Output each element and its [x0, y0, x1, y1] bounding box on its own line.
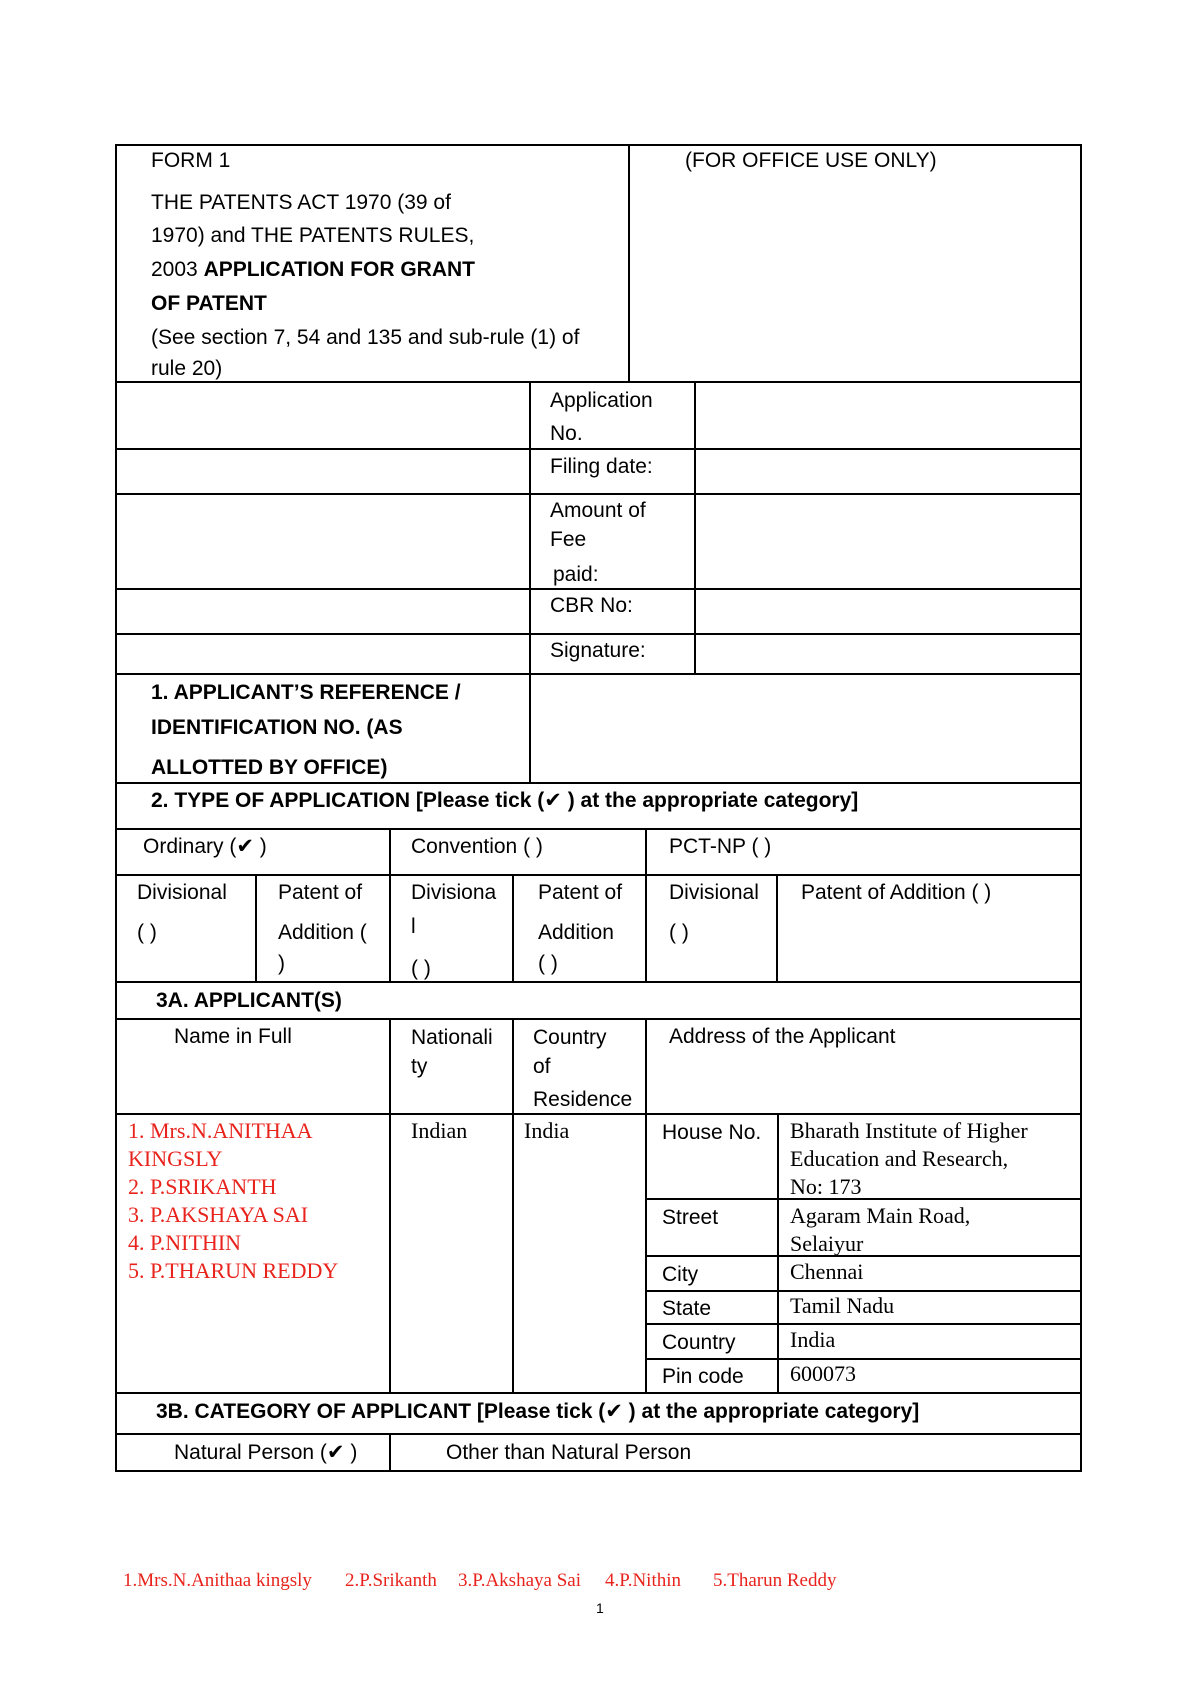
pct-patent-of-addition: Patent of Addition ( ) — [801, 881, 992, 904]
act-title-line-2: 1970) and THE PATENTS RULES, — [151, 224, 475, 247]
ordinary-patent-of-addition-3: ) — [278, 952, 285, 975]
country-label: Country — [662, 1331, 736, 1354]
street-value: Agaram Main Road, Selaiyur — [790, 1203, 971, 1256]
convention-option: Convention ( ) — [411, 835, 543, 858]
applicant-name: 1. Mrs.N.ANITHAA KINGSLY — [128, 1118, 313, 1171]
ordinary-patent-of-addition: Patent of — [278, 881, 363, 904]
amount-fee-label-3: paid: — [553, 563, 599, 586]
form-number: FORM 1 — [151, 149, 231, 172]
state-label: State — [662, 1297, 712, 1320]
nationality-header-2: ty — [411, 1055, 428, 1078]
application-no-label: Application No. — [550, 389, 653, 445]
footer-name: 5.Tharun Reddy — [713, 1570, 837, 1591]
house-no-value: Bharath Institute of Higher Education and Research, No: 173 — [790, 1118, 1028, 1199]
country-header-1: Country — [533, 1026, 607, 1049]
street-label: Street — [662, 1206, 719, 1229]
country-of-residence-value: India — [524, 1118, 570, 1143]
convention-patent-of-addition-tick: ( ) — [538, 952, 558, 975]
section-reference-line-1: (See section 7, 54 and 135 and sub-rule (1) of — [151, 326, 580, 349]
name-in-full-header: Name in Full — [174, 1025, 292, 1048]
country-header-2: of — [533, 1055, 551, 1078]
pct-divisional: Divisional — [669, 881, 759, 904]
country-value: India — [790, 1327, 836, 1352]
ordinary-patent-of-addition-2: Addition ( — [278, 921, 367, 944]
applicant-name: 5. P.THARUN REDDY — [128, 1258, 339, 1283]
nationality-header-1: Nationali — [411, 1026, 493, 1049]
section-reference-line-2: rule 20) — [151, 357, 223, 380]
cbr-no-label: CBR No: — [550, 594, 633, 617]
ordinary-divisional-tick: ( ) — [137, 921, 157, 944]
state-value: Tamil Nadu — [790, 1293, 895, 1318]
convention-divisional: Divisiona — [411, 881, 497, 904]
convention-patent-of-addition: Patent of — [538, 881, 623, 904]
applicants-heading: 3A. APPLICANT(S) — [156, 989, 342, 1012]
country-header-3: Residence — [533, 1088, 633, 1111]
applicant-reference-line-1: 1. APPLICANT’S REFERENCE / — [151, 681, 461, 704]
pin-code-value: 600073 — [790, 1361, 856, 1386]
pct-divisional-tick: ( ) — [669, 921, 689, 944]
amount-fee-label-2: Fee — [550, 528, 587, 551]
convention-divisional-tick: ( ) — [411, 957, 431, 980]
page-number: 1 — [596, 1600, 604, 1616]
pin-code-label: Pin code — [662, 1365, 744, 1388]
applicant-reference-line-2: IDENTIFICATION NO. (AS — [151, 716, 403, 739]
signature-label: Signature: — [550, 639, 646, 662]
act-title-line-4: OF PATENT — [151, 292, 267, 315]
applicant-reference-line-3: ALLOTTED BY OFFICE) — [151, 756, 388, 779]
applicant-category-heading: 3B. CATEGORY OF APPLICANT [Please tick (✔ ) at the appropriate category] — [156, 1400, 920, 1423]
filing-date-label: Filing date: — [550, 455, 653, 478]
applicant-name: 4. P.NITHIN — [128, 1230, 242, 1255]
application-type-heading: 2. TYPE OF APPLICATION [Please tick (✔ ) at the appropriate category] — [151, 789, 859, 812]
act-title-line-1: THE PATENTS ACT 1970 (39 of — [151, 191, 451, 214]
act-title-line-3: 2003 APPLICATION FOR GRANT — [151, 258, 475, 281]
footer-name: 4.P.Nithin — [605, 1570, 682, 1591]
applicant-name: 3. P.AKSHAYA SAI — [128, 1202, 309, 1227]
city-value: Chennai — [790, 1259, 864, 1284]
city-label: City — [662, 1263, 699, 1286]
amount-fee-label-1: Amount of — [550, 499, 646, 522]
ordinary-option: Ordinary (✔ ) — [143, 835, 267, 858]
natural-person-option: Natural Person (✔ ) — [174, 1441, 358, 1464]
footer-name: 3.P.Akshaya Sai — [458, 1570, 581, 1591]
pct-np-option: PCT-NP ( ) — [669, 835, 772, 858]
convention-divisional-2: l — [411, 915, 416, 938]
convention-patent-of-addition-2: Addition — [538, 921, 614, 944]
footer-name: 2.P.Srikanth — [345, 1570, 437, 1591]
nationality-value: Indian — [411, 1118, 468, 1143]
other-than-natural-person-option: Other than Natural Person — [446, 1441, 692, 1464]
house-no-label: House No. — [662, 1121, 762, 1144]
address-header: Address of the Applicant — [669, 1025, 896, 1048]
applicant-name: 2. P.SRIKANTH — [128, 1174, 277, 1199]
ordinary-divisional: Divisional — [137, 881, 227, 904]
footer-name: 1.Mrs.N.Anithaa kingsly — [123, 1570, 312, 1591]
office-use-label: (FOR OFFICE USE ONLY) — [685, 149, 937, 172]
